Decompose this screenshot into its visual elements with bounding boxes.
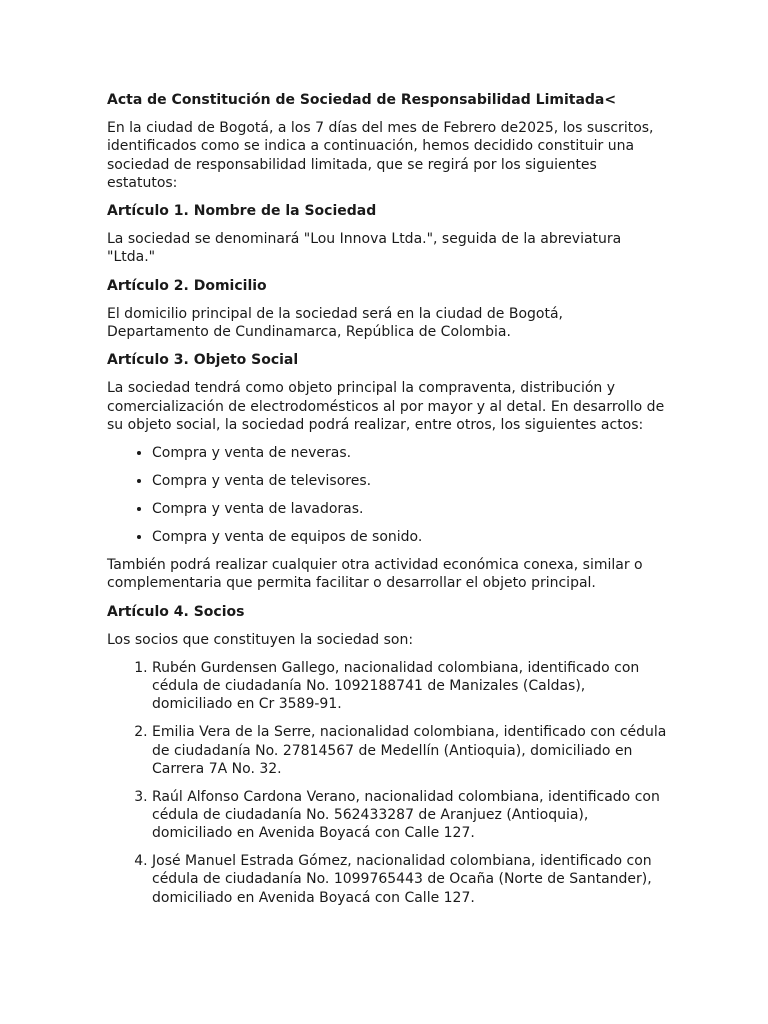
article-3-text: La sociedad tendrá como objeto principal la compraventa, distribución y comercialización de electrodomésticos al por mayor y al detal. En desarrollo de su objeto social, la sociedad podrá realizar, entre otros, los siguientes actos: <box>107 380 665 433</box>
article-3-closing: También podrá realizar cualquier otra actividad económica conexa, similar o complementaria que permita facilitar o desarrollar el objeto principal. <box>107 557 643 592</box>
intro-paragraph: En la ciudad de Bogotá, a los 7 días del mes de Febrero de2025, los suscritos, identificados como se indica a continuación, hemos decidido constituir una sociedad de responsabilidad limitada, que se regirá por los siguientes estatutos: <box>107 120 654 191</box>
document-page <box>107 91 667 917</box>
list-item: 1. Rubén Gurdensen Gallego, nacionalidad colombiana, identificado con cédula de ciudadanía No. 1092188741 de Manizales (Caldas), domiciliado en Cr 3589-91. <box>152 659 667 714</box>
list-item: • Compra y venta de neveras. <box>152 444 667 462</box>
list-item: • Compra y venta de televisores. <box>152 472 667 490</box>
list-item: 4. José Manuel Estrada Gómez, nacionalidad colombiana, identificado con cédula de ciudadanía No. 1099765443 de Ocaña (Norte de Santander), domiciliado en Avenida Boyacá con Calle 127. <box>152 852 667 907</box>
article-2-text: El domicilio principal de la sociedad será en la ciudad de Bogotá, Departamento de Cundinamarca, República de Colombia. <box>107 305 563 341</box>
list-item: • Compra y venta de equipos de sonido. <box>152 528 667 546</box>
article-1-text: La sociedad se denominará "Lou Innova Ltda.", seguida de la abreviatura "Ltda." <box>107 231 622 266</box>
partners-list <box>107 659 667 907</box>
list-item: • Compra y venta de lavadoras. <box>152 500 667 518</box>
article-4-text: Los socios que constituyen la sociedad son: <box>107 631 414 648</box>
list-item: 2. Emilia Vera de la Serre, nacionalidad colombiana, identificado con cédula de ciudadanía No. 27814567 de Medellín (Antioquia), domiciliado en Carrera 7A No. 32. <box>152 723 667 778</box>
article-3-heading: Artículo 3. Objeto Social <box>107 352 299 369</box>
list-item: 3. Raúl Alfonso Cardona Verano, nacionalidad colombiana, identificado con cédula de ciudadanía No. 562433287 de Aranjuez (Antioquia), domiciliado en Avenida Boyacá con Calle 127. <box>152 788 667 843</box>
document-title: Acta de Constitución de Sociedad de Responsabilidad Limitada< <box>107 92 617 108</box>
article-2-heading: Artículo 2. Domicilio <box>107 277 267 294</box>
article-1-heading: Artículo 1. Nombre de la Sociedad <box>107 203 377 220</box>
activities-list <box>107 444 667 546</box>
article-4-heading: Artículo 4. Socios <box>107 603 245 620</box>
